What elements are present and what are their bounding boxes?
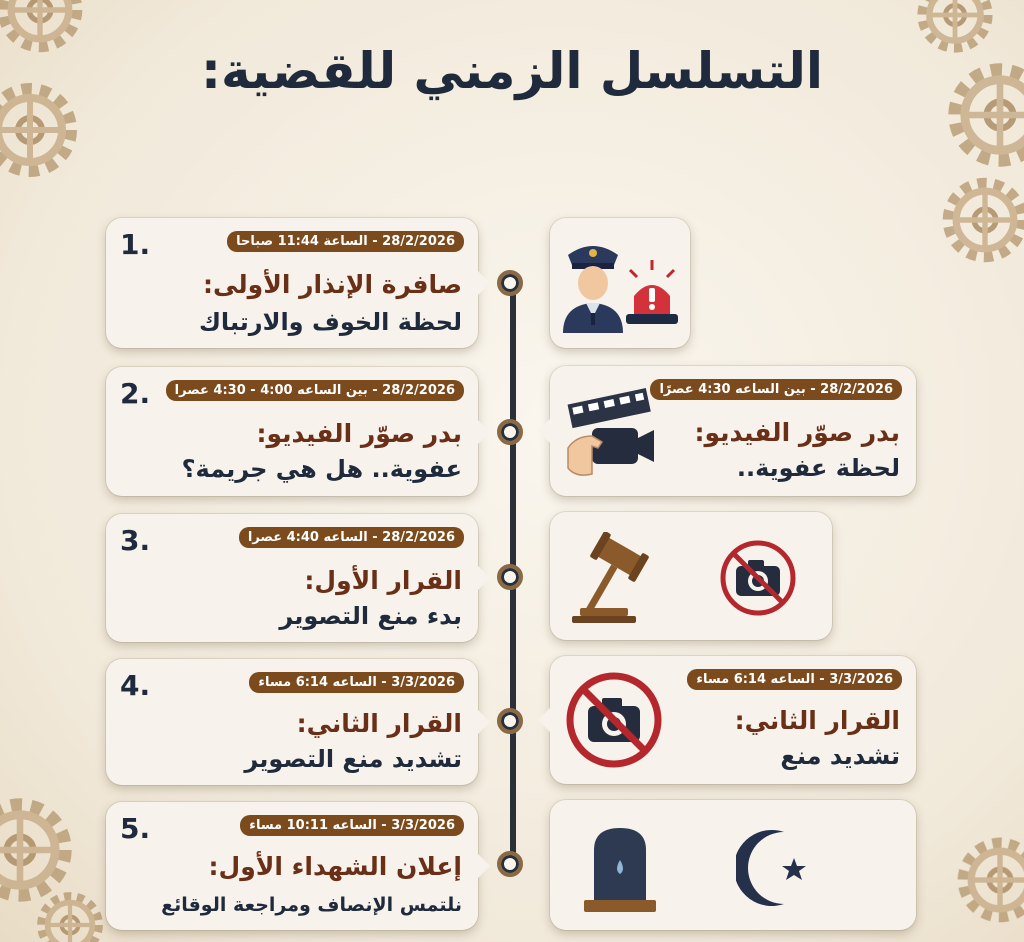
side-date-badge: 3/3/2026 - الساعه 6:14 مساء (687, 669, 902, 690)
event-heading: القرار الأول: (304, 566, 462, 595)
side-heading: القرار الثاني: (734, 706, 900, 735)
event-heading: إعلان الشهداء الأول: (208, 852, 462, 881)
gavel-icon (564, 532, 674, 624)
event-text: نلتمس الإنصاف ومراجعة الوقائع (161, 894, 462, 916)
event-side-card-2 (550, 366, 916, 496)
crescent-star-icon (736, 826, 826, 910)
event-number: 2. (120, 377, 151, 410)
event-date-badge: 3/3/2026 - الساعه 6:14 مساء (249, 672, 464, 693)
side-heading: بدر صوّر الفيديو: (694, 418, 900, 447)
event-card-5 (106, 802, 478, 930)
side-text: لحظة عفوية.. (736, 454, 900, 482)
event-date-badge: 28/2/2026 - الساعة 11:44 صباحا (227, 231, 464, 252)
event-text: تشديد منع التصوير (244, 745, 462, 773)
timeline-node-4 (497, 708, 523, 734)
event-heading: صافرة الإنذار الأولى: (202, 270, 462, 299)
siren-icon (622, 258, 682, 328)
no-camera-icon (564, 670, 664, 770)
event-icon-card-5 (550, 800, 916, 930)
page-title: التسلسل الزمني للقضية: (200, 42, 824, 100)
side-date-badge: 28/2/2026 - بين الساعه 4:30 عصرًا (650, 379, 902, 400)
event-heading: القرار الثاني: (296, 709, 462, 738)
event-text: عفوية.. هل هي جريمة؟ (181, 455, 462, 483)
video-camera-hand-icon (562, 382, 658, 482)
event-card-1 (106, 218, 478, 348)
event-card-3 (106, 514, 478, 642)
police-officer-icon (558, 233, 628, 333)
event-icon-card-3 (550, 512, 832, 640)
event-date-badge: 3/3/2026 - الساعه 10:11 مساء (240, 815, 464, 836)
event-date-badge: 28/2/2026 - الساعه 4:40 عصرا (239, 527, 464, 548)
timeline-node-5 (497, 851, 523, 877)
timeline-node-1 (497, 270, 523, 296)
event-number: 1. (120, 228, 151, 261)
event-number: 3. (120, 524, 151, 557)
event-side-card-4 (550, 656, 916, 784)
tombstone-icon (578, 820, 662, 916)
no-camera-icon (718, 538, 798, 618)
timeline-node-2 (497, 419, 523, 445)
event-number: 4. (120, 669, 151, 702)
event-icon-card-1 (550, 218, 690, 348)
event-card-4 (106, 659, 478, 785)
timeline-node-3 (497, 564, 523, 590)
event-text: بدء منع التصوير (279, 602, 462, 630)
side-text: تشديد منع (780, 742, 900, 770)
event-date-badge: 28/2/2026 - بين الساعه 4:00 - 4:30 عصرا (166, 380, 464, 401)
event-number: 5. (120, 812, 151, 845)
event-card-2 (106, 367, 478, 496)
event-text: لحظة الخوف والارتباك (198, 308, 462, 336)
event-heading: بدر صوّر الفيديو: (256, 419, 462, 448)
